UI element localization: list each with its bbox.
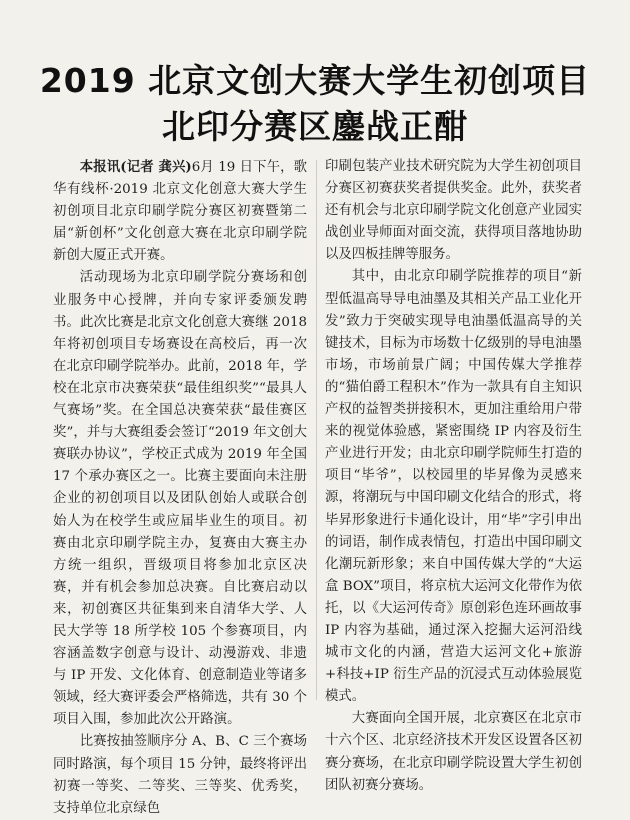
paragraph: 印刷包装产业技术研究院为大学生初创项目分赛区初赛获奖者提供奖金。此外，获奖者还有机会与北京印刷学院文化创意产业园实战创业导师面对面交流，获得项目落地协助以及四板挂牌等服务。 bbox=[325, 159, 582, 263]
headline-line-2: 北印分赛区鏖战正酣 bbox=[162, 107, 468, 146]
byline: 本报讯(记者 龚兴) bbox=[79, 159, 192, 175]
paragraph-text: 6月 19 日下午，歌华有线杯·2019 北京文化创意大赛大学生初创项目北京印刷学院分赛区初赛暨第二届“新创杯”文化创意大赛在北京印刷学院新创大厦正式开赛。 bbox=[53, 160, 307, 264]
headline-line-1: 2019 北京文创大赛大学生初创项目 bbox=[39, 61, 591, 100]
headline bbox=[0, 58, 630, 150]
paragraph bbox=[53, 156, 307, 267]
paragraph: 其中，由北京印刷学院推荐的项目“新型低温高导导电油墨及其相关产品工业化开发”致力于突破实现导电油墨低温高导的关键技术，目标为市场数十亿级别的导电油墨市场，市场前景广阔；中国传媒大学推荐的“猫伯爵工程积木”作为一款具有自主知识产权的益智类拼接积木，更加注重给用户带来的视觉体验感，紧密围绕 IP 内容及衍生产业进行开发；由北京印刷学院师生打造的项目“毕爷”，以校园里的毕昇像为灵感来源，将潮玩与中国印刷文化结合的形式，将毕昇形象进行卡通化设计，用“毕”字引申出的词语，制作成表情包，打造出中国印刷文化潮玩新形象；来自中国传媒大学的“大运盒 BOX”项目，将京杭大运河文化带作为依托，以《大运河传奇》原创彩色连环画故事 IP 内容为基础，通过深入挖掘大运河沿线城市文化的内涵，营造大运河文化+旅游+科技+IP 衍生产品的沉浸式互动体验展览模式。 bbox=[325, 269, 582, 705]
article-column-left bbox=[53, 156, 307, 820]
paragraph: 大赛面向全国开展，北京赛区在北京市十六个区、北京经济技术开发区设置各区初赛分赛场，在北京印刷学院设置大学生初创团队初赛分赛场。 bbox=[325, 711, 582, 793]
article-column-right bbox=[325, 156, 582, 797]
paragraph: 比赛按抽签顺序分 A、B、C 三个赛场同时路演，每个项目 15 分钟，最终将评出初赛一等奖、二等奖、三等奖、优秀奖，支持单位北京绿色 bbox=[53, 734, 307, 816]
paragraph: 活动现场为北京印刷学院分赛场和创业服务中心授牌，并向专家评委颁发聘书。此次比赛是北京文化创意大赛继 2018 年将初创项目专场赛设在高校后，再一次在北京印刷学院举办。此前，2018 年，学校在北京市决赛荣获“最佳组织奖”“最具人气赛场”奖。在全国总决赛荣获“最佳赛区奖”，并与大赛组委会签订“2019 年文创大赛联办协议”，学校正式成为 2019 年全国 17 个承办赛区之一。比赛主要面向未注册企业的初创项目以及团队创始人或联合创始人为在校学生或应届毕业生的项目。初赛由北京印刷学院主办，复赛由大赛主办方统一组织，晋级项目将参加北京区决赛，并有机会参加总决赛。自比赛启动以来，初创赛区共征集到来自清华大学、人民大学等 18 所学校 105 个参赛项目，内容涵盖数字创意与设计、动漫游戏、非遗与 IP 开发、文化体育、创意制造业等诸多领域，经大赛评委会严格筛选，共有 30 个项目入围，参加此次公开路演。 bbox=[53, 270, 307, 728]
column-divider bbox=[316, 160, 317, 700]
